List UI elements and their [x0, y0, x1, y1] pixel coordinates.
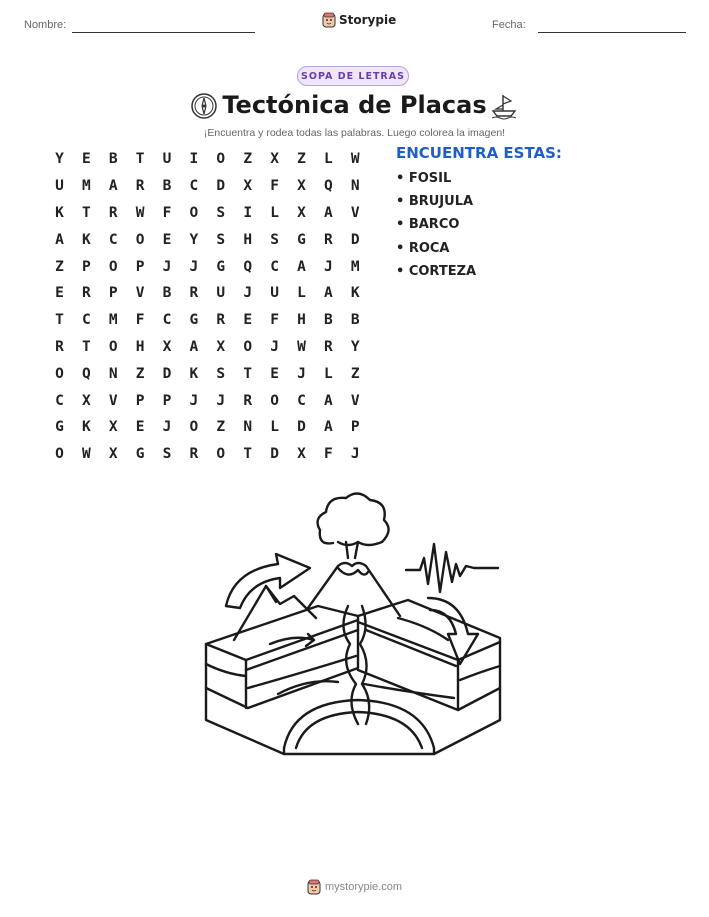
brand — [322, 12, 396, 28]
storypie-logo-icon — [307, 879, 321, 895]
grid-cell[interactable]: G — [297, 231, 306, 248]
grid-cell[interactable]: T — [81, 204, 91, 221]
grid-cell[interactable]: P — [81, 258, 91, 275]
grid-cell[interactable]: D — [270, 446, 279, 463]
grid-cell[interactable]: F — [135, 312, 145, 329]
grid-cell[interactable]: M — [81, 178, 91, 195]
word-list-heading: ENCUENTRA ESTAS: — [396, 144, 562, 162]
grid-cell[interactable]: C — [297, 392, 306, 409]
grid-cell[interactable]: O — [108, 258, 118, 275]
grid-cell[interactable]: O — [270, 392, 279, 409]
grid-cell[interactable]: N — [350, 178, 360, 195]
grid-cell[interactable]: S — [270, 231, 279, 248]
grid-cell[interactable]: E — [135, 419, 145, 436]
grid-cell[interactable]: J — [243, 285, 253, 302]
grid-cell[interactable]: A — [323, 392, 333, 409]
grid-cell[interactable]: C — [270, 258, 279, 275]
grid-cell[interactable]: Z — [243, 151, 253, 168]
grid-cell[interactable]: G — [135, 446, 145, 463]
grid-cell[interactable]: K — [350, 285, 360, 302]
grid-cell[interactable]: J — [162, 419, 172, 436]
grid-cell[interactable]: J — [162, 258, 172, 275]
grid-cell[interactable]: L — [323, 365, 333, 382]
grid-cell[interactable]: U — [162, 151, 172, 168]
word-item: • CORTEZA — [396, 263, 477, 279]
grid-cell[interactable]: L — [270, 419, 279, 436]
grid-cell[interactable]: U — [270, 285, 279, 302]
grid-cell[interactable]: X — [108, 419, 118, 436]
grid-cell[interactable]: M — [108, 312, 118, 329]
grid-cell[interactable]: J — [189, 258, 199, 275]
grid-row — [46, 253, 369, 280]
footer — [307, 879, 402, 895]
grid-cell[interactable]: S — [216, 365, 226, 382]
grid-row — [46, 414, 369, 441]
grid-cell[interactable]: H — [135, 338, 145, 355]
word-list — [396, 171, 476, 287]
grid-row — [46, 200, 369, 227]
grid-cell[interactable]: O — [108, 338, 118, 355]
grid-cell[interactable]: V — [350, 204, 360, 221]
puzzle-type-badge: SOPA DE LETRAS — [297, 66, 409, 86]
grid-row — [46, 387, 369, 414]
tectonic-plates-illustration — [198, 488, 508, 788]
grid-row — [46, 146, 369, 173]
grid-cell[interactable]: P — [162, 392, 172, 409]
grid-cell[interactable]: B — [350, 312, 360, 329]
grid-cell[interactable]: J — [323, 258, 333, 275]
grid-cell[interactable]: Z — [216, 419, 226, 436]
grid-cell[interactable]: V — [135, 285, 145, 302]
grid-cell[interactable]: Z — [55, 258, 64, 275]
grid-cell[interactable]: V — [108, 392, 118, 409]
grid-cell[interactable]: A — [297, 258, 306, 275]
grid-cell[interactable]: X — [162, 338, 172, 355]
grid-row — [46, 280, 369, 307]
grid-cell[interactable]: E — [162, 231, 172, 248]
grid-cell[interactable]: Q — [81, 365, 91, 382]
grid-cell[interactable]: J — [350, 446, 360, 463]
grid-cell[interactable]: R — [216, 312, 226, 329]
grid-cell[interactable]: U — [55, 178, 64, 195]
grid-cell[interactable]: P — [135, 258, 145, 275]
grid-cell[interactable]: K — [81, 231, 91, 248]
grid-cell[interactable]: S — [162, 446, 172, 463]
grid-cell[interactable]: N — [108, 365, 118, 382]
grid-cell[interactable]: X — [108, 446, 118, 463]
grid-cell[interactable]: Y — [55, 151, 64, 168]
grid-cell[interactable]: D — [216, 178, 226, 195]
instructions: ¡Encuentra y rodea todas las palabras. Luego colorea la imagen! — [203, 127, 506, 139]
grid-cell[interactable]: T — [55, 312, 64, 329]
grid-cell[interactable]: I — [243, 204, 253, 221]
grid-cell[interactable]: P — [108, 285, 118, 302]
grid-cell[interactable]: J — [270, 338, 279, 355]
grid-cell[interactable]: H — [243, 231, 253, 248]
grid-cell[interactable]: U — [216, 285, 226, 302]
grid-cell[interactable]: X — [297, 204, 306, 221]
name-line[interactable] — [72, 32, 255, 33]
grid-cell[interactable]: E — [55, 285, 64, 302]
grid-cell[interactable]: X — [81, 392, 91, 409]
grid-cell[interactable]: O — [189, 204, 199, 221]
grid-cell[interactable]: Q — [243, 258, 253, 275]
grid-cell[interactable]: L — [297, 285, 306, 302]
grid-cell[interactable]: I — [189, 151, 199, 168]
grid-cell[interactable]: M — [350, 258, 360, 275]
date-label: Fecha: — [492, 19, 526, 31]
grid-cell[interactable]: X — [270, 151, 279, 168]
grid-cell[interactable]: W — [81, 446, 91, 463]
grid-cell[interactable]: F — [162, 204, 172, 221]
grid-cell[interactable]: D — [350, 231, 360, 248]
grid-cell[interactable]: X — [216, 338, 226, 355]
letter-grid — [46, 146, 369, 468]
grid-cell[interactable]: G — [189, 312, 199, 329]
grid-cell[interactable]: Y — [350, 338, 360, 355]
grid-row — [46, 173, 369, 200]
name-label: Nombre: — [24, 19, 67, 31]
storypie-logo-icon — [322, 12, 336, 28]
grid-cell[interactable]: Z — [350, 365, 360, 382]
grid-cell[interactable]: O — [189, 419, 199, 436]
grid-cell[interactable]: A — [189, 338, 199, 355]
grid-cell[interactable]: B — [108, 151, 118, 168]
grid-cell[interactable]: P — [135, 392, 145, 409]
grid-cell[interactable]: R — [135, 178, 145, 195]
grid-cell[interactable]: D — [162, 365, 172, 382]
grid-cell[interactable]: E — [81, 151, 91, 168]
grid-cell[interactable]: F — [323, 446, 333, 463]
grid-cell[interactable]: J — [216, 392, 226, 409]
grid-cell[interactable]: K — [189, 365, 199, 382]
word-item: • BRUJULA — [396, 194, 474, 210]
page-title: Tectónica de Placas — [222, 91, 487, 119]
grid-cell[interactable]: F — [270, 312, 279, 329]
grid-cell[interactable]: R — [243, 392, 253, 409]
grid-cell[interactable]: Q — [323, 178, 333, 195]
grid-cell[interactable]: J — [297, 365, 306, 382]
grid-cell[interactable]: R — [108, 204, 118, 221]
grid-cell[interactable]: F — [270, 178, 279, 195]
grid-cell[interactable]: A — [323, 204, 333, 221]
grid-cell[interactable]: R — [323, 338, 333, 355]
grid-cell[interactable]: D — [297, 419, 306, 436]
grid-cell[interactable]: S — [216, 231, 226, 248]
grid-cell[interactable]: B — [162, 285, 172, 302]
grid-cell[interactable]: W — [135, 204, 145, 221]
grid-row — [46, 360, 369, 387]
grid-cell[interactable]: R — [189, 446, 199, 463]
grid-cell[interactable]: L — [323, 151, 333, 168]
grid-cell[interactable]: A — [55, 231, 64, 248]
grid-cell[interactable]: Y — [189, 231, 199, 248]
grid-cell[interactable]: R — [81, 285, 91, 302]
grid-cell[interactable]: G — [216, 258, 226, 275]
grid-cell[interactable]: B — [323, 312, 333, 329]
grid-cell[interactable]: O — [216, 151, 226, 168]
grid-cell[interactable]: W — [350, 151, 360, 168]
grid-cell[interactable]: H — [297, 312, 306, 329]
grid-cell[interactable]: T — [243, 365, 253, 382]
word-item: • ROCA — [396, 240, 450, 256]
grid-cell[interactable]: E — [243, 312, 253, 329]
grid-cell[interactable]: N — [243, 419, 253, 436]
ship-icon — [490, 92, 518, 120]
grid-cell[interactable]: X — [297, 446, 306, 463]
grid-cell[interactable]: O — [216, 446, 226, 463]
grid-cell[interactable]: P — [350, 419, 360, 436]
grid-cell[interactable]: C — [162, 312, 172, 329]
grid-cell[interactable]: O — [135, 231, 145, 248]
grid-cell[interactable]: Z — [297, 151, 306, 168]
grid-cell[interactable]: W — [297, 338, 306, 355]
grid-cell[interactable]: A — [108, 178, 118, 195]
grid-cell[interactable]: X — [297, 178, 306, 195]
grid-cell[interactable]: E — [270, 365, 279, 382]
grid-cell[interactable]: G — [55, 419, 64, 436]
grid-cell[interactable]: T — [243, 446, 253, 463]
grid-cell[interactable]: S — [216, 204, 226, 221]
footer-url[interactable]: mystorypie.com — [325, 881, 403, 893]
grid-row — [46, 334, 369, 361]
grid-cell[interactable]: X — [243, 178, 253, 195]
grid-cell[interactable]: L — [270, 204, 279, 221]
brand-name: Storypie — [339, 13, 397, 27]
grid-row — [46, 307, 369, 334]
grid-cell[interactable]: T — [135, 151, 145, 168]
grid-cell[interactable]: R — [323, 231, 333, 248]
word-item: • FOSIL — [396, 171, 452, 186]
grid-cell[interactable]: R — [189, 285, 199, 302]
grid-cell[interactable]: O — [55, 446, 64, 463]
grid-cell[interactable]: V — [350, 392, 360, 409]
grid-cell[interactable]: Z — [135, 365, 145, 382]
grid-cell[interactable]: B — [162, 178, 172, 195]
word-item: • BARCO — [396, 217, 460, 233]
grid-cell[interactable]: C — [189, 178, 199, 195]
grid-cell[interactable]: R — [55, 338, 64, 355]
grid-cell[interactable]: C — [108, 231, 118, 248]
grid-cell[interactable]: C — [55, 392, 64, 409]
grid-cell[interactable]: J — [189, 392, 199, 409]
grid-cell[interactable]: O — [55, 365, 64, 382]
grid-cell[interactable]: T — [81, 338, 91, 355]
grid-cell[interactable]: K — [55, 204, 64, 221]
grid-row — [46, 226, 369, 253]
grid-cell[interactable]: O — [243, 338, 253, 355]
grid-row — [46, 441, 369, 468]
grid-cell[interactable]: C — [81, 312, 91, 329]
grid-cell[interactable]: A — [323, 285, 333, 302]
date-line[interactable] — [538, 32, 686, 33]
grid-cell[interactable]: K — [81, 419, 91, 436]
grid-cell[interactable]: A — [323, 419, 333, 436]
